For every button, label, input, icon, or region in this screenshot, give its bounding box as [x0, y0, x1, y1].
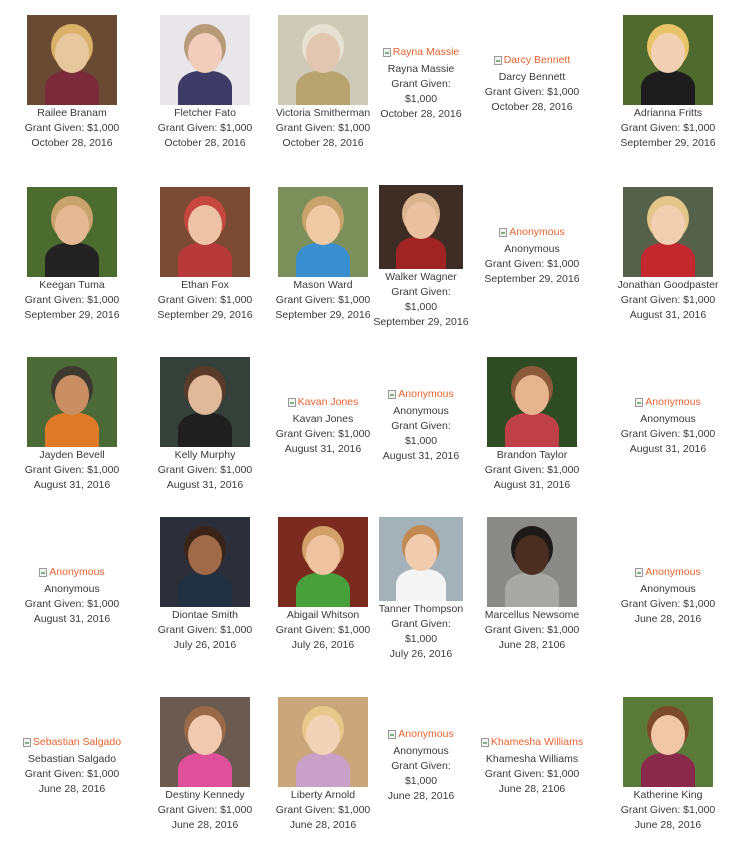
grant-given: Grant Given: $1,000 — [484, 624, 580, 636]
grant-date: June 28, 2106 — [498, 639, 566, 651]
image-alt-text: Anonymous — [398, 728, 454, 740]
broken-image-placeholder — [288, 395, 359, 409]
recipient-name: Destiny Kennedy — [165, 789, 245, 801]
recipient-card — [373, 387, 469, 464]
grant-date: June 28, 2016 — [289, 819, 357, 831]
grant-given: Grant Given: $1,000 — [275, 804, 371, 816]
image-alt-text: Anonymous — [398, 388, 454, 400]
broken-image-placeholder — [499, 225, 564, 239]
grant-label: Grant Given: — [391, 286, 451, 298]
image-alt-text: Anonymous — [509, 226, 565, 238]
grant-given: Grant Given: $1,000 — [620, 427, 716, 440]
grant-date: June 28, 2016 — [634, 819, 702, 831]
broken-image-placeholder — [388, 727, 453, 741]
broken-image-icon — [635, 398, 643, 407]
grant-amount: $1,000 — [404, 434, 438, 447]
recipient-name: Railee Branam — [37, 107, 107, 119]
broken-image-placeholder — [23, 735, 121, 749]
recipient-name: Anonymous — [640, 582, 696, 595]
recipient-photo — [278, 187, 368, 277]
broken-image-placeholder — [635, 395, 700, 409]
grant-amount: $1,000 — [404, 301, 438, 313]
recipient-photo — [623, 697, 713, 787]
recipient-card — [150, 517, 260, 653]
grant-date: September 29, 2016 — [275, 309, 371, 321]
broken-image-placeholder — [383, 45, 460, 59]
grant-date: September 29, 2016 — [373, 316, 469, 328]
grant-date: June 28, 2016 — [38, 782, 106, 795]
recipient-card — [613, 187, 723, 323]
broken-image-icon — [481, 738, 489, 747]
grant-given: Grant Given: $1,000 — [157, 464, 253, 476]
recipient-card — [150, 187, 260, 323]
image-alt-text: Anonymous — [49, 566, 105, 578]
grant-date: September 29, 2016 — [24, 309, 120, 321]
grant-label: Grant Given: — [391, 419, 451, 432]
broken-image-icon — [39, 568, 47, 577]
grant-given: Grant Given: $1,000 — [275, 122, 371, 134]
image-alt-text: Anonymous — [645, 396, 701, 408]
grant-date: October 28, 2016 — [380, 107, 462, 120]
grant-given: Grant Given: $1,000 — [484, 464, 580, 476]
recipient-name: Anonymous — [393, 404, 449, 417]
broken-image-icon — [388, 390, 396, 399]
recipient-name: Jonathan Goodpaster — [617, 279, 719, 291]
recipient-photo — [278, 15, 368, 105]
grant-amount: $1,000 — [404, 774, 438, 787]
grant-given: Grant Given: $1,000 — [157, 122, 253, 134]
recipient-name: Mason Ward — [293, 279, 353, 291]
grant-date: August 31, 2016 — [33, 612, 111, 625]
recipient-card — [477, 53, 587, 115]
recipient-name: Victoria Smitherman — [275, 107, 371, 119]
grant-given: Grant Given: $1,000 — [275, 624, 371, 636]
grant-date: July 26, 2016 — [173, 639, 237, 651]
recipient-card — [17, 15, 127, 151]
recipient-photo — [160, 357, 250, 447]
grant-given: Grant Given: $1,000 — [620, 597, 716, 610]
grant-given: Grant Given: $1,000 — [24, 767, 120, 780]
recipient-photo — [27, 357, 117, 447]
recipient-name: Katherine King — [633, 789, 703, 801]
grant-given: Grant Given: $1,000 — [275, 294, 371, 306]
grant-given: Grant Given: $1,000 — [484, 767, 580, 780]
grant-label: Grant Given: — [391, 618, 451, 630]
recipient-card — [17, 565, 127, 627]
grant-date: October 28, 2016 — [491, 100, 573, 113]
grant-date: August 31, 2016 — [284, 442, 362, 455]
recipient-card — [477, 735, 587, 797]
recipient-name: Sebastian Salgado — [27, 752, 117, 765]
recipient-photo — [379, 517, 463, 601]
recipient-photo — [623, 15, 713, 105]
recipient-name: Kelly Murphy — [174, 449, 236, 461]
grant-given: Grant Given: $1,000 — [24, 464, 120, 476]
grant-date: October 28, 2016 — [31, 137, 113, 149]
grant-given: Grant Given: $1,000 — [484, 85, 580, 98]
recipient-name: Adrianna Fritts — [633, 107, 703, 119]
grant-given: Grant Given: $1,000 — [157, 294, 253, 306]
recipient-photo — [27, 187, 117, 277]
broken-image-icon — [23, 738, 31, 747]
recipient-name: Rayna Massie — [387, 62, 455, 75]
grant-given: Grant Given: $1,000 — [620, 294, 716, 306]
recipient-name: Marcellus Newsome — [484, 609, 580, 621]
broken-image-placeholder — [494, 53, 571, 67]
recipient-card — [613, 697, 723, 833]
recipient-photo — [160, 697, 250, 787]
grant-date: October 28, 2016 — [282, 137, 364, 149]
image-alt-text: Darcy Bennett — [503, 54, 571, 66]
recipient-photo — [278, 517, 368, 607]
recipient-card — [17, 187, 127, 323]
grant-date: September 29, 2016 — [620, 137, 716, 149]
grant-date: August 31, 2016 — [166, 479, 244, 491]
grant-date: June 28, 2016 — [634, 612, 702, 625]
recipient-card — [477, 357, 587, 493]
recipient-photo — [160, 187, 250, 277]
grant-given: Grant Given: $1,000 — [157, 804, 253, 816]
recipient-photo — [623, 187, 713, 277]
broken-image-icon — [383, 48, 391, 57]
grant-date: August 31, 2016 — [629, 309, 707, 321]
recipient-name: Anonymous — [640, 412, 696, 425]
broken-image-placeholder — [39, 565, 104, 579]
recipient-photo — [27, 15, 117, 105]
grant-date: July 26, 2016 — [389, 648, 453, 660]
broken-image-placeholder — [635, 565, 700, 579]
grant-given: Grant Given: $1,000 — [24, 597, 120, 610]
grant-amount: $1,000 — [404, 92, 438, 105]
broken-image-placeholder — [388, 387, 453, 401]
recipient-name: Tanner Thompson — [378, 603, 464, 615]
broken-image-icon — [635, 568, 643, 577]
grant-amount: $1,000 — [404, 633, 438, 645]
recipient-card — [150, 697, 260, 833]
recipient-card — [613, 395, 723, 457]
grant-date: June 28, 2106 — [498, 782, 566, 795]
grant-date: September 29, 2016 — [484, 272, 580, 285]
recipient-card — [150, 357, 260, 493]
recipient-name: Anonymous — [504, 242, 560, 255]
recipient-card — [613, 565, 723, 627]
grant-date: August 31, 2016 — [33, 479, 111, 491]
recipient-card — [477, 517, 587, 653]
grant-given: Grant Given: $1,000 — [484, 257, 580, 270]
grant-given: Grant Given: $1,000 — [620, 804, 716, 816]
recipient-name: Darcy Bennett — [498, 70, 566, 83]
grant-given: Grant Given: $1,000 — [275, 427, 371, 440]
grant-given: Grant Given: $1,000 — [24, 294, 120, 306]
recipient-card — [268, 395, 378, 457]
broken-image-icon — [499, 228, 507, 237]
recipient-card — [373, 185, 469, 330]
recipient-photo — [487, 357, 577, 447]
recipient-card — [268, 697, 378, 833]
recipient-card — [17, 357, 127, 493]
recipient-card — [373, 45, 469, 122]
grant-date: June 28, 2016 — [171, 819, 239, 831]
recipient-name: Kavan Jones — [292, 412, 354, 425]
recipient-name: Walker Wagner — [385, 271, 457, 283]
grant-date: October 28, 2016 — [164, 137, 246, 149]
grant-label: Grant Given: — [391, 77, 451, 90]
grant-date: July 26, 2016 — [291, 639, 355, 651]
recipient-card — [150, 15, 260, 151]
recipient-name: Khamesha Williams — [485, 752, 579, 765]
recipient-name: Keegan Tuma — [39, 279, 105, 291]
recipient-photo — [379, 185, 463, 269]
recipient-card — [17, 735, 127, 797]
recipient-photo — [487, 517, 577, 607]
grant-given: Grant Given: $1,000 — [157, 624, 253, 636]
recipient-name: Brandon Taylor — [496, 449, 568, 461]
image-alt-text: Khamesha Williams — [490, 736, 584, 748]
grant-given: Grant Given: $1,000 — [24, 122, 120, 134]
recipient-card — [268, 187, 378, 323]
recipient-card — [613, 15, 723, 151]
grant-date: August 31, 2016 — [382, 449, 460, 462]
broken-image-placeholder — [481, 735, 583, 749]
image-alt-text: Rayna Massie — [392, 46, 460, 58]
recipient-card — [373, 517, 469, 662]
broken-image-icon — [388, 730, 396, 739]
grant-date: June 28, 2016 — [387, 789, 455, 802]
recipient-photo — [160, 15, 250, 105]
grant-date: September 29, 2016 — [157, 309, 253, 321]
recipient-name: Anonymous — [393, 744, 449, 757]
recipient-photo — [160, 517, 250, 607]
recipient-name: Diontae Smith — [172, 609, 238, 621]
recipient-name: Abigail Whitson — [286, 609, 360, 621]
recipient-name: Fletcher Fato — [174, 107, 236, 119]
grant-date: August 31, 2016 — [493, 479, 571, 491]
grant-given: Grant Given: $1,000 — [620, 122, 716, 134]
broken-image-icon — [494, 56, 502, 65]
recipient-card — [373, 727, 469, 804]
image-alt-text: Anonymous — [645, 566, 701, 578]
recipient-card — [268, 517, 378, 653]
broken-image-icon — [288, 398, 296, 407]
image-alt-text: Sebastian Salgado — [32, 736, 122, 748]
recipient-card — [268, 15, 378, 151]
recipient-name: Anonymous — [44, 582, 100, 595]
grant-label: Grant Given: — [391, 759, 451, 772]
recipient-photo — [278, 697, 368, 787]
image-alt-text: Kavan Jones — [297, 396, 359, 408]
recipient-name: Liberty Arnold — [290, 789, 356, 801]
recipient-name: Ethan Fox — [181, 279, 229, 291]
recipient-name: Jayden Bevell — [39, 449, 105, 461]
grant-date: August 31, 2016 — [629, 442, 707, 455]
recipient-card — [477, 225, 587, 287]
